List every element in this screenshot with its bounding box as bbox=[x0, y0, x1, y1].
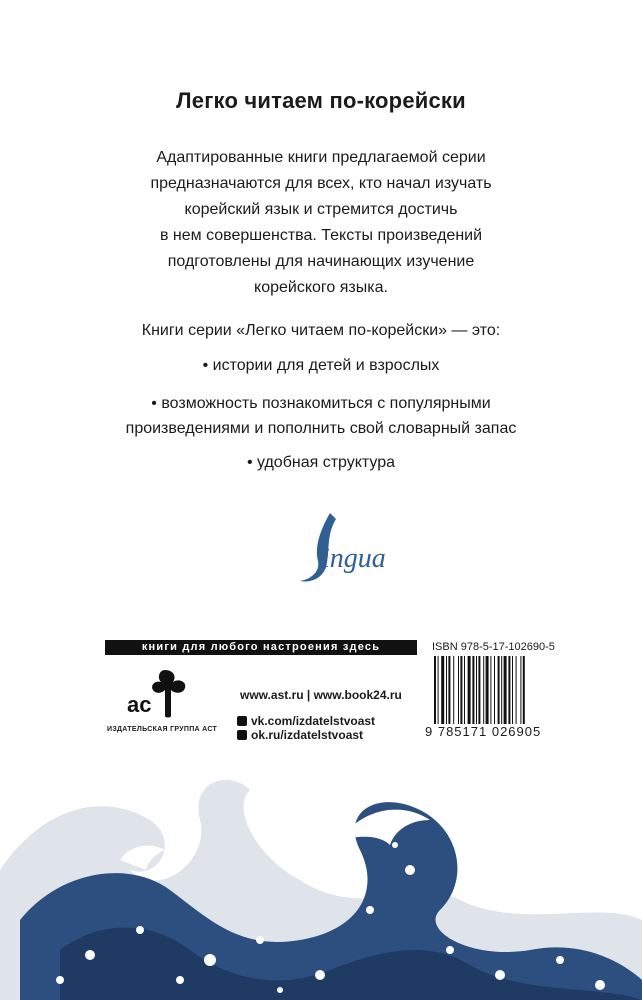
barcode-bar bbox=[446, 656, 447, 724]
barcode-bar bbox=[478, 656, 480, 724]
isbn-barcode bbox=[432, 656, 557, 726]
bullet-structure: • удобная структура bbox=[246, 454, 396, 471]
barcode-bar bbox=[501, 656, 502, 724]
lingua-logo bbox=[292, 505, 412, 595]
description-line: Адаптированные книги предлагаемой серии bbox=[156, 149, 486, 166]
ast-figure-icon bbox=[152, 670, 185, 718]
vk-icon bbox=[237, 716, 247, 726]
description-paragraph bbox=[0, 145, 642, 301]
barcode-number: 9 785171 026905 bbox=[425, 724, 542, 739]
website-links[interactable]: www.ast.ru | www.book24.ru bbox=[240, 688, 402, 702]
barcode-bar bbox=[486, 656, 489, 724]
great-wave-illustration bbox=[0, 750, 642, 1000]
barcode-bar bbox=[523, 656, 525, 724]
bullet-line: • возможность познакомиться с популярными bbox=[151, 395, 491, 412]
barcode-bar bbox=[460, 656, 462, 724]
ast-logo-text: ас bbox=[127, 692, 152, 717]
ast-logo bbox=[125, 668, 205, 720]
lingua-wordmark: ingua bbox=[322, 543, 386, 574]
barcode-bar bbox=[483, 656, 484, 724]
ok-link-text[interactable]: ok.ru/izdatelstvoast bbox=[251, 728, 364, 742]
barcode-bar bbox=[508, 656, 510, 724]
barcode-bar bbox=[494, 656, 495, 724]
barcode-bar bbox=[464, 656, 465, 724]
series-intro: Книги серии «Легко читаем по-корейски» — это: bbox=[141, 322, 501, 339]
barcode-bar bbox=[453, 656, 454, 724]
vk-link-text[interactable]: vk.com/izdatelstvoast bbox=[251, 714, 376, 728]
ok-icon bbox=[237, 730, 247, 740]
bullet-vocabulary bbox=[0, 391, 642, 441]
description-line: подготовлены для начинающих изучение bbox=[167, 253, 475, 270]
bullet-stories: • истории для детей и взрослых bbox=[202, 357, 440, 374]
barcode-bar bbox=[520, 656, 521, 724]
ok-link[interactable] bbox=[237, 728, 363, 742]
barcode-bar bbox=[516, 656, 517, 724]
barcode-bar bbox=[441, 656, 444, 724]
barcode-bar bbox=[448, 656, 450, 724]
description-line: корейский язык и стремится достичь bbox=[184, 201, 458, 218]
description-line: предназначаются для всех, кто начал изучать bbox=[150, 175, 492, 192]
barcode-bar bbox=[458, 656, 459, 724]
bullet-line: произведениями и пополнить свой словарный запас bbox=[125, 420, 517, 437]
barcode-bar bbox=[504, 656, 507, 724]
vk-link[interactable] bbox=[237, 714, 375, 728]
barcode-bar bbox=[468, 656, 471, 724]
barcode-bar bbox=[476, 656, 477, 724]
barcode-bar bbox=[434, 656, 436, 724]
publisher-caption: ИЗДАТЕЛЬСКАЯ ГРУППА АСТ bbox=[107, 726, 218, 733]
isbn-text: ISBN 978-5-17-102690-5 bbox=[432, 641, 555, 653]
barcode-bar bbox=[490, 656, 491, 724]
description-line: корейского языка. bbox=[254, 279, 388, 296]
tagline-banner: книги для любого настроения здесь bbox=[105, 640, 417, 655]
description-line: в нем совершенства. Тексты произведений bbox=[159, 227, 483, 244]
barcode-bar bbox=[498, 656, 500, 724]
barcode-bar bbox=[472, 656, 474, 724]
barcode-bar bbox=[438, 656, 439, 724]
barcode-bar bbox=[512, 656, 513, 724]
book-series-title: Легко читаем по-корейски bbox=[176, 88, 466, 113]
